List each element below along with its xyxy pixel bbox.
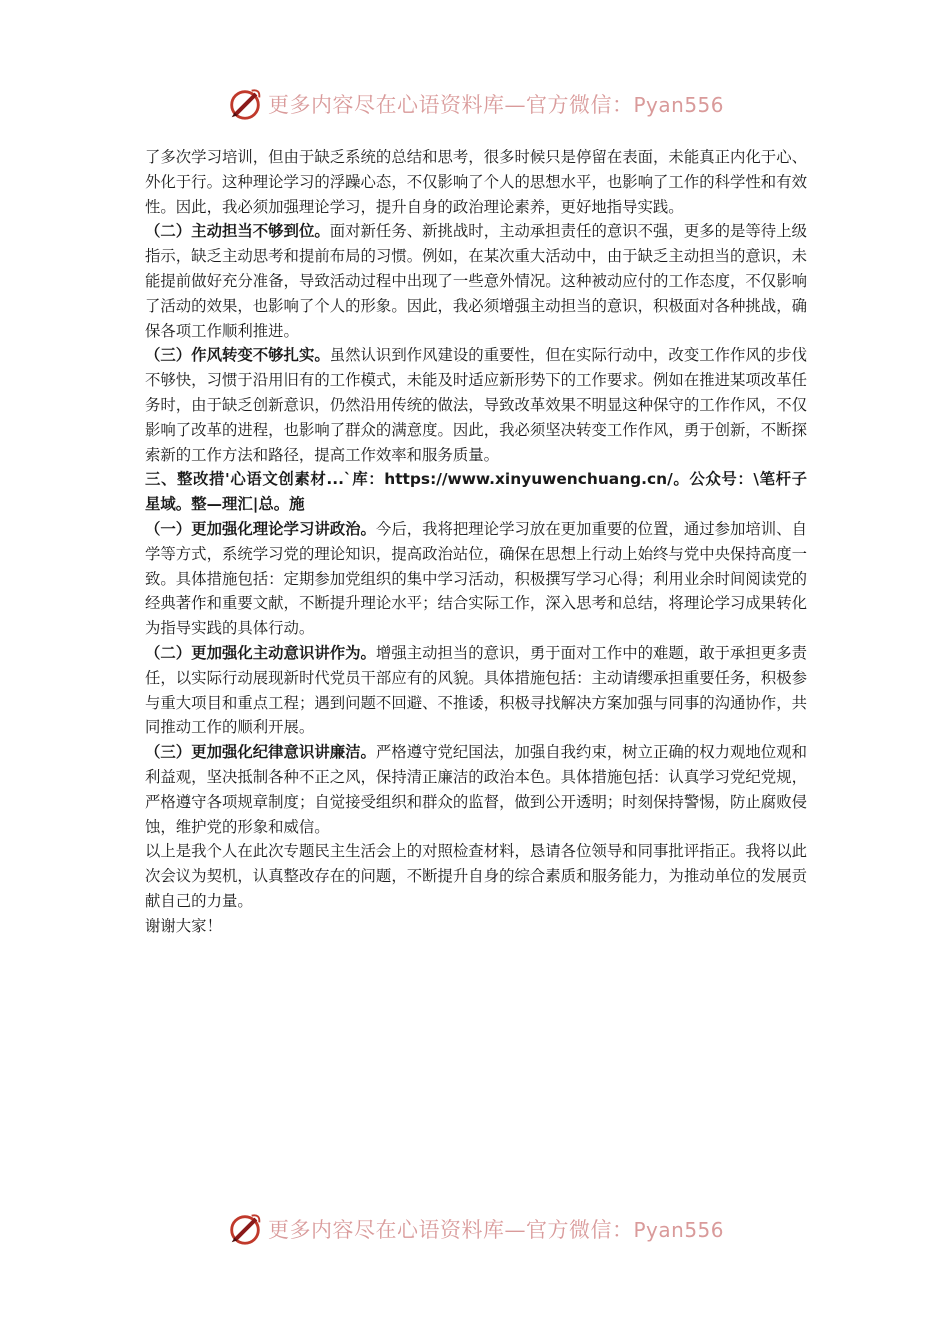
paragraph-continuation: 了多次学习培训，但由于缺乏系统的总结和思考，很多时候只是停留在表面，未能真正内化于心、外化于行。这种理论学习的浮躁心态，不仅影响了个人的思想水平，也影响了工作的科学性和有效性。因此，我必须加强理论学习，提升自身的政治理论素养，更好地指导实践。	[145, 148, 807, 216]
paragraph-closing: 以上是我个人在此次专题民主生活会上的对照检查材料，恳请各位领导和同事批评指正。我将以此次会议为契机，认真整改存在的问题，不断提升自身的综合素质和服务能力，为推动单位的发展贡献自己的力量。	[145, 842, 807, 910]
footer-watermark-banner	[0, 1209, 950, 1249]
pen-logo-icon	[226, 85, 264, 123]
paragraph-measure-1: （一）更加强化理论学习讲政治。今后，我将把理论学习放在更加重要的位置，通过参加培训、自学等方式，系统学习党的理论知识，提高政治站位，确保在思想上行动上始终与党中央保持高度一致。具体措施包括：定期参加党组织的集中学习活动，积极撰写学习心得；利用业余时间阅读党的经典著作和重要文献，不断提升理论水平；结合实际工作，深入思考和总结，将理论学习成果转化为指导实践的具体行动。	[145, 519, 807, 638]
paragraph-point-2: （二）主动担当不够到位。面对新任务、新挑战时，主动承担责任的意识不强，更多的是等待上级指示，缺乏主动思考和提前布局的习惯。例如，在某次重大活动中，由于缺乏主动担当的意识，未能提前做好充分准备，导致活动过程中出现了一些意外情况。这种被动应付的工作态度，不仅影响了活动的效果，也影响了个人的形象。因此，我必须增强主动担当的意识，积极面对各种挑战，确保各项工作顺利推进。	[145, 222, 807, 340]
section-heading-measures: 三、整改措'心语文创素材...`库：https://www.xinyuwenchuang.cn/。公众号：\笔杆子星域。整—理汇|总。施	[145, 470, 807, 514]
watermark-text: 更多内容尽在心语资料库—官方微信：Pyan556	[267, 1218, 724, 1242]
watermark-text: 更多内容尽在心语资料库—官方微信：Pyan556	[267, 93, 724, 117]
paragraph-measure-2: （二）更加强化主动意识讲作为。增强主动担当的意识，勇于面对工作中的难题，敢于承担更多责任，以实际行动展现新时代党员干部应有的风貌。具体措施包括：主动请缨承担重要任务，积极参与重大项目和重点工程；遇到问题不回避、不推诿，积极寻找解决方案加强与同事的沟通协作，共同推动工作的顺利开展。	[145, 643, 807, 737]
paragraph-point-3: （三）作风转变不够扎实。虽然认识到作风建设的重要性，但在实际行动中，改变工作作风的步伐不够快，习惯于沿用旧有的工作模式，未能及时适应新形势下的工作要求。例如在推进某项改革任务时，由于缺乏创新意识，仍然沿用传统的做法，导致改革效果不明显这种保守的工作作风，不仅影响了改革的进程，也影响了群众的满意度。因此，我必须坚决转变工作作风，勇于创新，不断探索新的工作方法和路径，提高工作效率和服务质量。	[145, 346, 807, 464]
paragraph-measure-3: （三）更加强化纪律意识讲廉洁。严格遵守党纪国法，加强自我约束，树立正确的权力观地位观和利益观，坚决抵制各种不正之风，保持清正廉洁的政治本色。具体措施包括：认真学习党纪党规，严格遵守各项规章制度；自觉接受组织和群众的监督，做到公开透明；时刻保持警惕，防止腐败侵蚀，维护党的形象和威信。	[145, 743, 807, 836]
pen-logo-icon	[226, 1210, 264, 1248]
header-watermark-banner	[0, 84, 950, 124]
document-body	[145, 145, 807, 939]
paragraph-thanks: 谢谢大家！	[145, 916, 222, 935]
